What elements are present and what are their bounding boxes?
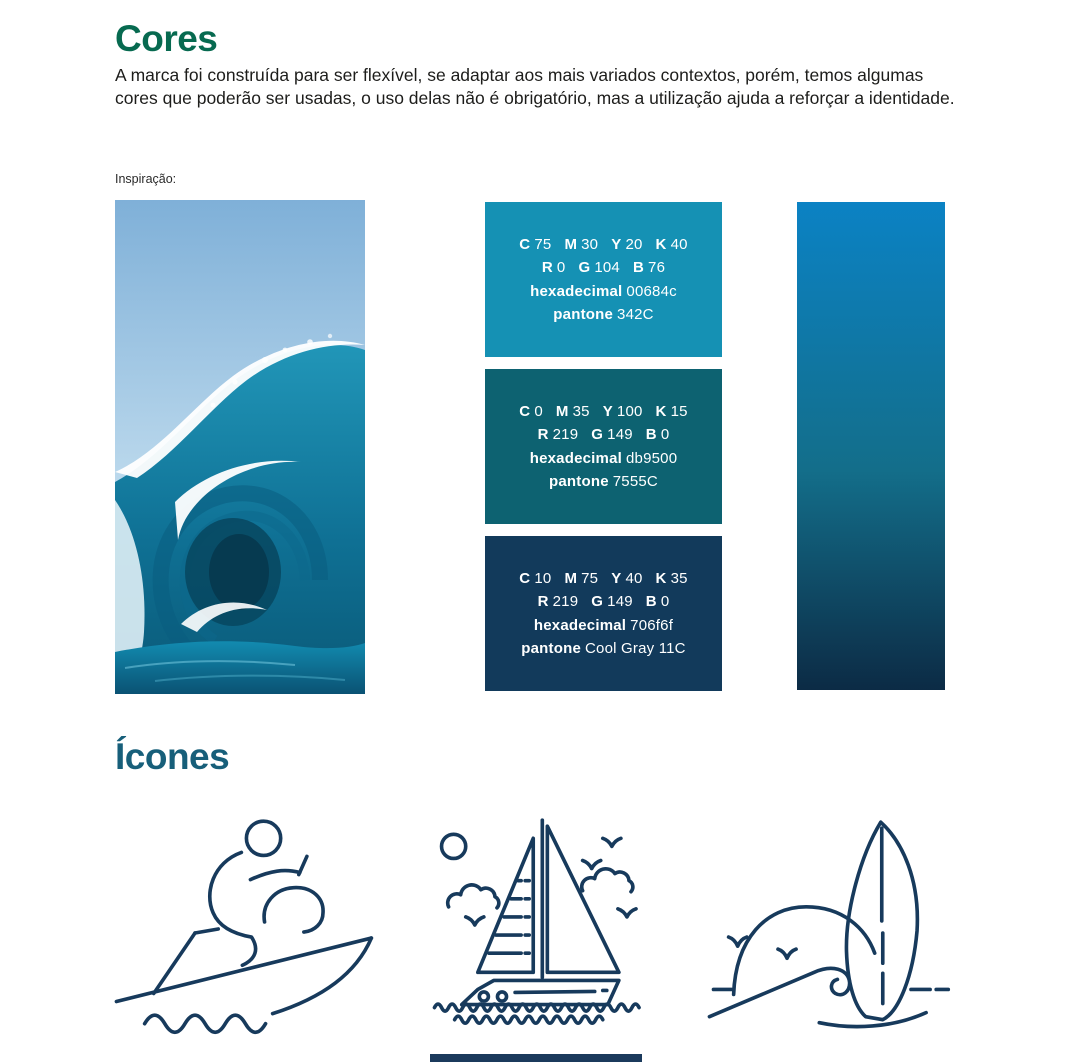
color-swatches [485, 202, 722, 703]
sailboat-icon [420, 798, 715, 1060]
cores-paragraph: A marca foi construída para ser flexível, se adaptar aos mais variados contextos, porém, temos algumas cores que poderão ser usadas, o uso delas não é obrigatório, mas a utilização ajuda a reforçar a identidade. [115, 65, 955, 108]
jet-ski-icon [110, 800, 405, 1062]
footer-bar [430, 1054, 642, 1062]
inspiration-label: Inspiração: [115, 172, 177, 186]
color-swatch-navy: C 10 M 75 Y 40 K 35 R 219 G 149 B 0 hexadecimal 706f6f pantone Cool Gray 11C [485, 536, 722, 691]
wave-photo-art [115, 200, 365, 694]
gradient-bar [797, 202, 945, 690]
icones-title: Ícones [115, 736, 230, 777]
color-swatch-teal-blue: C 75 M 30 Y 20 K 40 R 0 G 104 B 76 hexadecimal 00684c pantone 342C [485, 202, 722, 357]
color-swatch-dark-teal: C 0 M 35 Y 100 K 15 R 219 G 149 B 0 hexadecimal db9500 pantone 7555C [485, 369, 722, 524]
surfboard-wave-icon [700, 800, 995, 1062]
wave-photo [115, 200, 365, 694]
cores-title: Cores [115, 18, 218, 59]
